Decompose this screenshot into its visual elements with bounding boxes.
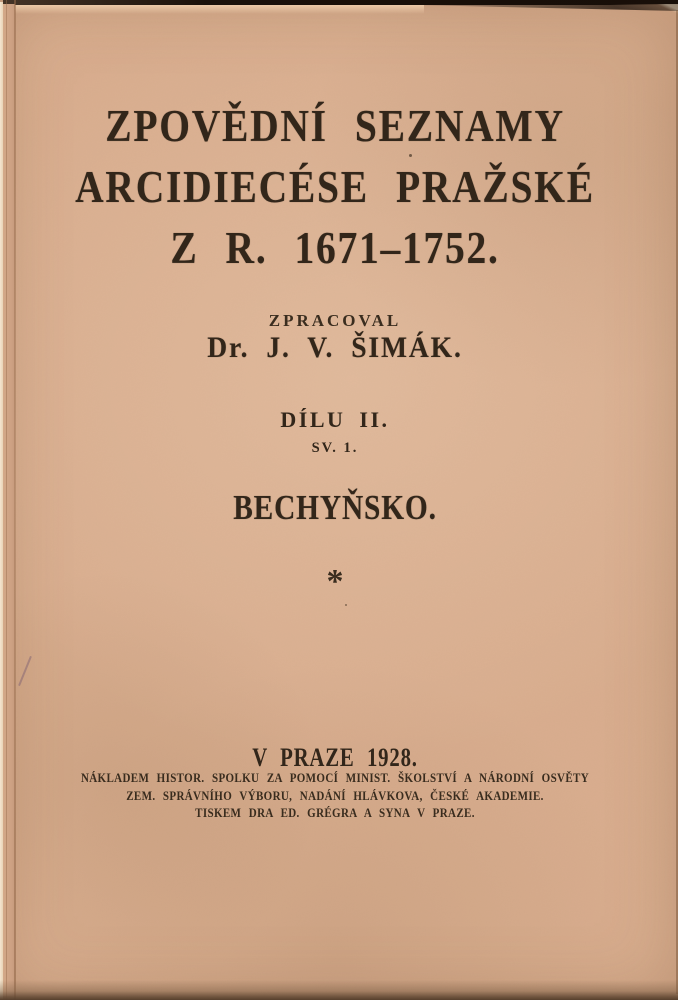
- imprint-place-year: V PRAZE 1928.: [252, 743, 418, 772]
- imprint-colophon: [44, 770, 627, 823]
- section-title: BECHYŇSKO.: [233, 488, 437, 527]
- paper-speck: [345, 604, 347, 606]
- issue-label: SV. 1.: [311, 440, 359, 456]
- imprint-line-2: ZEM. SPRÁVNÍHO VÝBORU, NADÁNÍ HLÁVKOVA, ČESKÉ AKADEMIE.: [126, 788, 544, 803]
- imprint-line-1: NÁKLADEM HISTOR. SPOLKU ZA POMOCÍ MINIST. ŠKOLSTVÍ A NÁRODNÍ OSVĚTY: [80, 771, 590, 785]
- scan-edge-bottom: [0, 980, 678, 1000]
- author-name: Dr. J. V. ŠIMÁK.: [207, 331, 463, 364]
- byline-label: ZPRACOVAL: [268, 311, 402, 330]
- book-title: [4, 95, 666, 278]
- title-line-3: Z R. 1671–1752.: [170, 222, 500, 273]
- title-line-2: ARCIDIECÉSE PRAŽSKÉ: [75, 161, 595, 212]
- title-line-1: ZPOVĚDNÍ SEZNAMY: [105, 100, 565, 151]
- page-top-deckle: [4, 5, 424, 14]
- imprint-line-3: TISKEM DRA ED. GRÉGRA A SYNA V PRAZE.: [195, 806, 475, 820]
- asterisk-ornament: *: [326, 563, 344, 600]
- page-corner-curl: [608, 4, 678, 56]
- volume-label: DÍLU II.: [280, 407, 390, 432]
